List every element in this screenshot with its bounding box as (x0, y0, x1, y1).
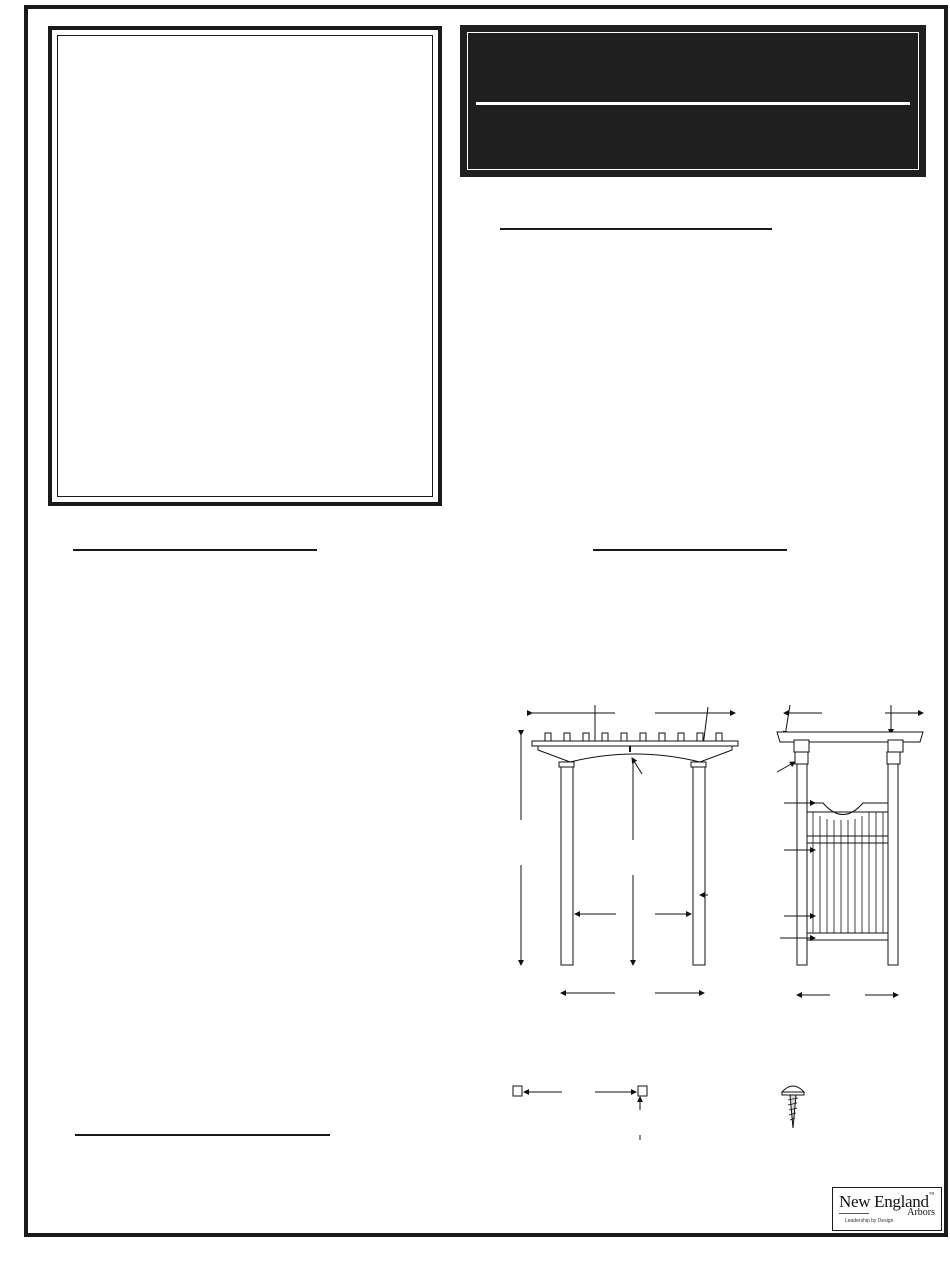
screw-icon (782, 1086, 804, 1128)
logo-sub-text: Arbors (907, 1207, 935, 1218)
title-inner-frame (467, 32, 919, 170)
notice-box (48, 26, 442, 506)
arbor-side-view-icon (777, 705, 923, 995)
logo-name: New England (839, 1192, 929, 1211)
section-heading-rule-left (73, 549, 317, 551)
assembly-diagram (490, 690, 930, 1140)
section-heading-rule-bottom-left (75, 1134, 330, 1136)
post-layout-icon (513, 1086, 647, 1140)
section-heading-rule-top-right (500, 228, 772, 230)
notice-inner-frame (57, 35, 433, 497)
arbor-front-view-icon (521, 705, 738, 993)
logo-swash (839, 1213, 869, 1214)
logo-tagline: Leadership by Design (845, 1218, 894, 1224)
logo-trademark: ™ (928, 1192, 935, 1198)
title-box (460, 25, 926, 177)
section-heading-rule-right (593, 549, 787, 551)
title-rule (476, 102, 910, 105)
logo (832, 1187, 942, 1231)
